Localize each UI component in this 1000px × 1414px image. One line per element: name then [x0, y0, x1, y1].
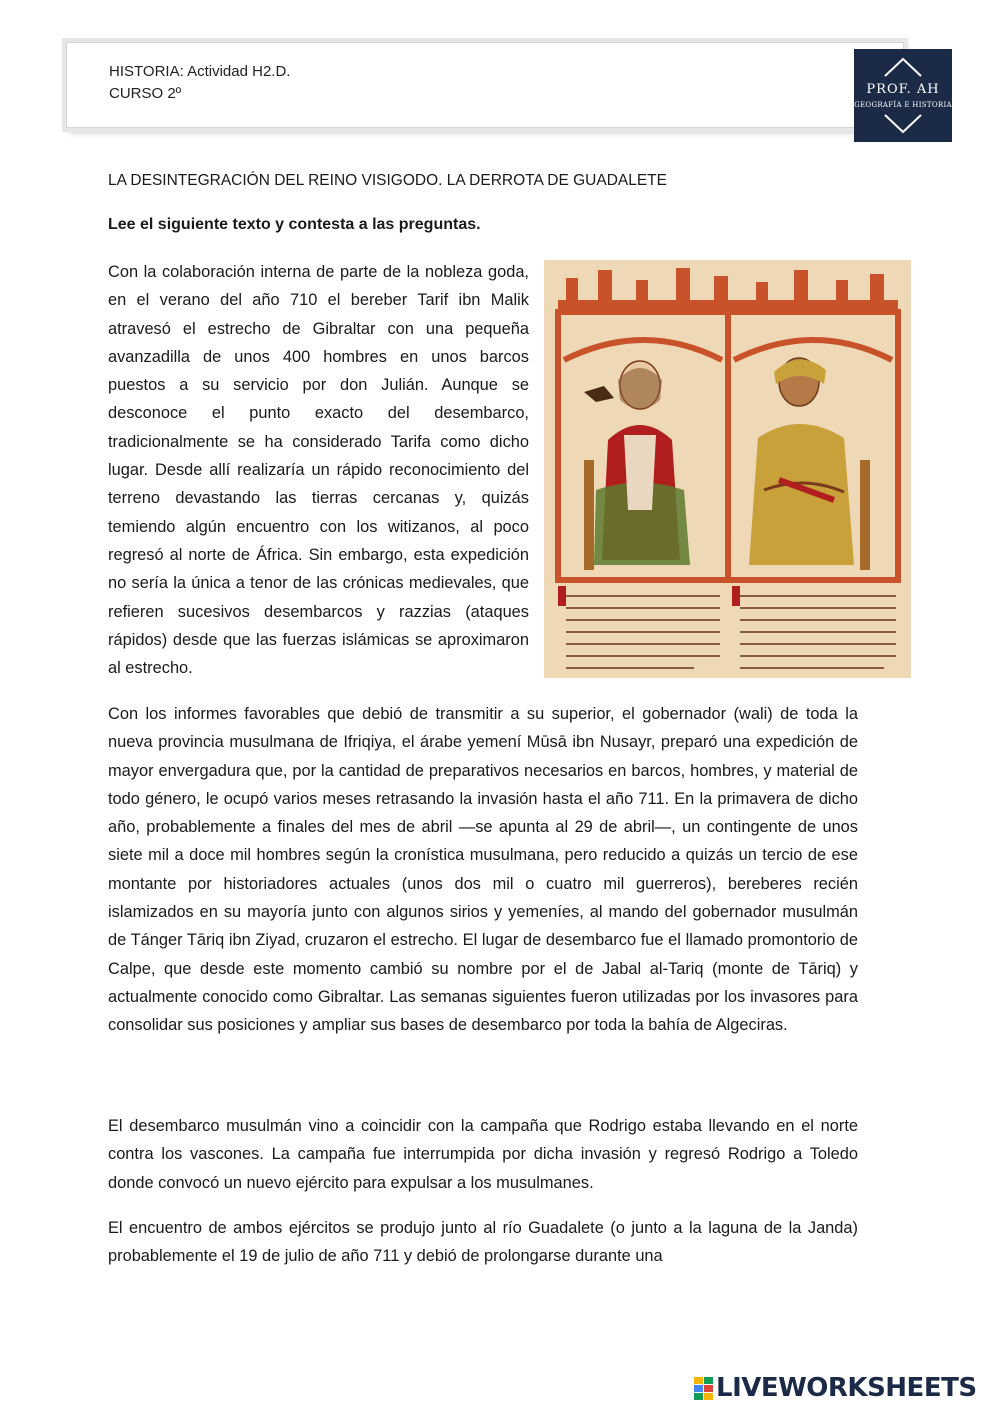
subject-label: HISTORIA: Actividad H2.D. — [109, 63, 291, 80]
paragraph-1: Con la colaboración interna de parte de la nobleza goda, en el verano del año 710 el bereber Tarif ibn Malik atravesó el estrecho de Gibraltar con una pequeña avanzadilla de unos 400 hombres en unos barcos puestos a su servicio por don Julián. Aunque se desconoce el punto exacto del desembarco, tradicionalmente se ha considerado Tarifa como dicho lugar. Desde allí realizaría un rápido reconocimiento del terreno devastando las tierras cercanas y, quizás temiendo algún encuentro con los witizanos, al poco regresó al norte de África. Sin embargo, esta expedición no sería la única a tenor de las crónicas medievales, que refieren sucesivos desembarcos y razzias (ataques rápidos) desde que las fuerzas islámicas se aproximaron al estrecho. — [108, 263, 529, 678]
course-label: CURSO 2º — [109, 85, 182, 102]
paragraph-3: El desembarco musulmán vino a coincidir con la campaña que Rodrigo estaba llevando en el norte contra los vascones. La campaña fue interrumpida por dicha invasión y regresó Rodrigo a Toledo donde convocó un nuevo ejército para expulsar a los musulmanes. — [108, 1117, 858, 1192]
liveworksheets-brand: LIVEWORKSHEETS — [716, 1373, 977, 1403]
header-box — [66, 42, 904, 128]
document-title: LA DESINTEGRACIÓN DEL REINO VISIGODO. LA DERROTA DE GUADALETE — [108, 172, 667, 189]
paragraph-4: El encuentro de ambos ejércitos se produjo junto al río Guadalete (o junto a la laguna de la Janda) probablemente el 19 de julio de año 711 y debió de prolongarse durante una — [108, 1219, 858, 1266]
paragraph-2: Con los informes favorables que debió de transmitir a su superior, el gobernador (wali) de toda la nueva provincia musulmana de Ifriqiya, el árabe yemení Mūsā ibn Nusayr, preparó una expedición de mayor envergadura que, por la cantidad de preparativos necesarios en barcos, hombres, y material de todo género, le ocupó varios meses retrasando la invasión hasta el año 711. En la primavera de dicho año, probablemente a finales del mes de abril —se apunta al 29 de abril—, un contingente de unos siete mil a doce mil hombres según la cronística musulmana, pero reducido a quizás un tercio de ese montante por historiadores actuales (unos dos mil o cuatro mil guerreros), bereberes recién islamizados en su mayoría junto con algunos sirios y yemeníes, al mando del gobernador musulmán de Tánger Tāriq ibn Ziyad, cruzaron el estrecho. El lugar de desembarco fue el llamado promontorio de Calpe, que desde este momento cambió su nombre por el de Jabal al-Tariq (monte de Tāriq) y actualmente conocido como Gibraltar. Las semanas siguientes fueron utilizadas por los invasores para consolidar sus posiciones y ampliar sus bases de desembarco por toda la bahía de Algeciras. — [108, 705, 858, 1035]
logo-name: PROF. AH — [866, 82, 940, 97]
prof-ah-logo — [854, 49, 952, 142]
instructions: Lee el siguiente texto y contesta a las preguntas. — [108, 216, 481, 233]
medieval-manuscript-illustration — [544, 260, 911, 678]
logo-subtitle: GEOGRAFÍA E HISTORIA — [854, 101, 952, 109]
colored-blocks-icon — [694, 1377, 714, 1401]
